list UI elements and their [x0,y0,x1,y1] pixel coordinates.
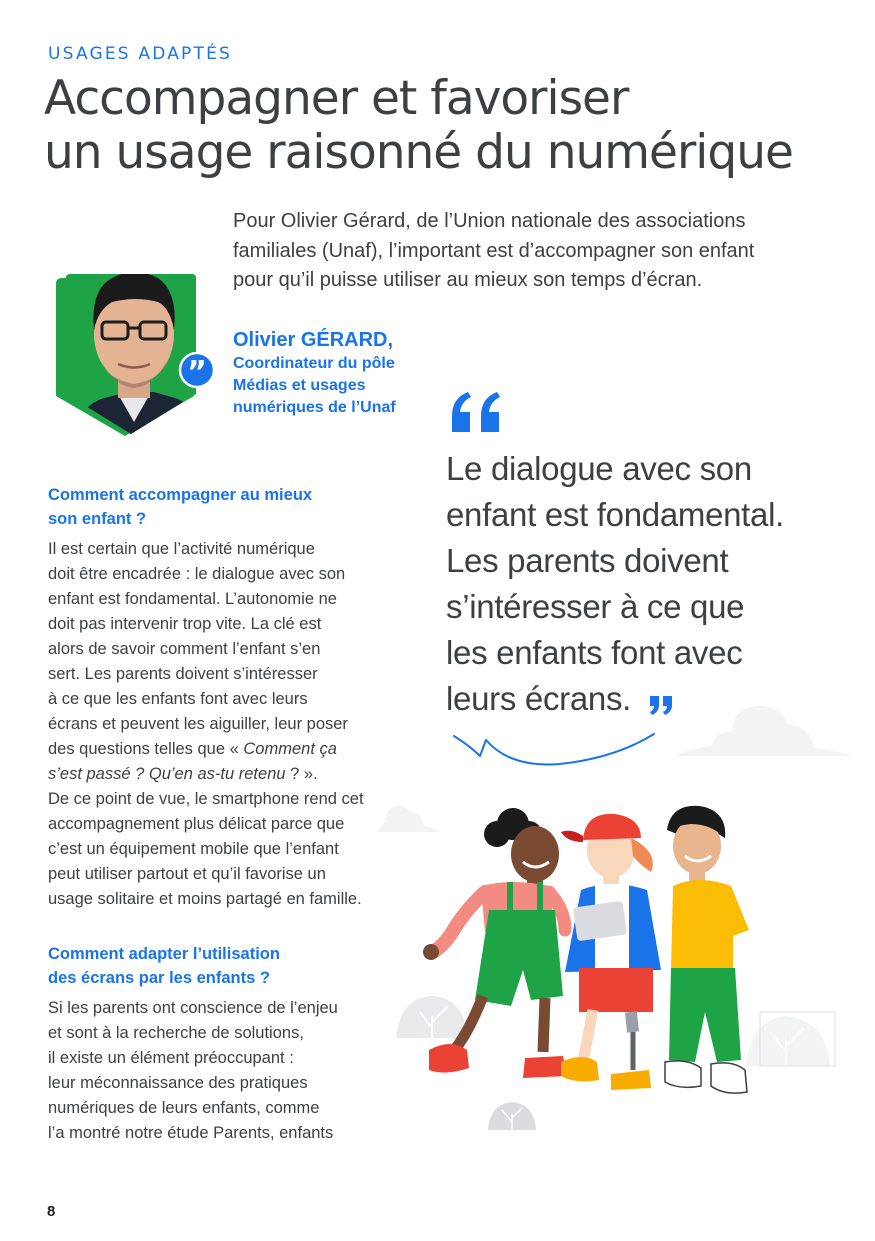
section-heading-line: Comment adapter l’utilisation [48,945,280,963]
page-title-line: Accompagner et favoriser [44,71,629,126]
author-portrait [54,254,214,439]
body-line: Si les parents ont conscience de l’enjeu [48,999,338,1017]
intro-paragraph [233,207,833,296]
body-line: numériques de leurs enfants, comme [48,1099,320,1117]
body-line: l’a montré notre étude Parents, enfants [48,1124,334,1142]
body-line [48,762,408,787]
body-line: c’est un équipement mobile que l’enfant [48,840,339,858]
body-line: enfant est fondamental. L’autonomie ne [48,590,337,608]
section-heading-line: Comment accompagner au mieux [48,486,313,504]
section-heading [48,942,378,990]
body-text-run: des questions telles que « [48,740,244,758]
body-line: Il est certain que l’activité numérique [48,540,315,558]
body-text-run: ? ». [285,765,318,783]
author-caption [233,328,433,419]
page-title [44,72,844,180]
body-line: peut utiliser partout et qu’il favorise un [48,865,326,883]
author-name: Olivier GÉRARD, [233,329,394,351]
pull-quote-line: Le dialogue avec son [446,450,752,487]
body-line: à ce que les enfants font avec leurs [48,690,308,708]
body-line: accompagnement plus délicat parce que [48,815,345,833]
pull-quote-line: Les parents doivent [446,542,729,579]
body-line: et sont à la recherche de solutions, [48,1024,304,1042]
body-line: usage solitaire et moins partagé en famille. [48,890,362,908]
section-heading-line: des écrans par les enfants ? [48,969,270,987]
body-line: doit être encadrée : le dialogue avec son [48,565,346,583]
body-line: écrans et peuvent les aiguiller, leur poser [48,715,348,733]
page-title-line: un usage raisonné du numérique [44,125,793,180]
girl-green-overalls [423,808,567,1078]
body-line: De ce point de vue, le smartphone rend cet [48,790,364,808]
open-quote-icon [448,390,506,434]
body-italic-run: s’est passé ? Qu’en as-tu retenu [48,765,286,783]
author-role-line: Médias et usages [233,377,366,394]
body-line [48,737,408,762]
close-quote-icon [648,694,674,716]
author-role [233,353,433,419]
kid-yellow-shirt [665,806,749,1093]
intro-line: familiales (Unaf), l’important est d’accompagner son enfant [233,239,755,262]
kid-red-cap [561,814,661,1090]
intro-line: pour qu’il puisse utiliser au mieux son temps d’écran. [233,269,703,291]
pull-quote-line: s’intéresser à ce que [446,588,745,625]
section-label: USAGES ADAPTÉS [48,44,233,64]
svg-text:”: ” [187,355,207,390]
body-line: il existe un élément préoccupant : [48,1049,294,1067]
body-line: sert. Les parents doivent s’intéresser [48,665,318,683]
author-role-line: numériques de l’Unaf [233,399,396,416]
pull-quote-line: leurs écrans. [446,680,632,717]
section-body [48,537,408,912]
body-line: doit pas intervenir trop vite. La clé est [48,615,322,633]
pull-quote-line: enfant est fondamental. [446,496,785,533]
children-illustration [415,800,760,1105]
pull-quote-line: les enfants font avec [446,634,743,671]
squiggle-decoration [450,728,660,770]
author-role-line: Coordinateur du pôle [233,355,395,372]
section-heading [48,483,378,531]
section-heading-line: son enfant ? [48,510,147,528]
page-number: 8 [47,1203,56,1220]
intro-line: Pour Olivier Gérard, de l’Union nationale des associations [233,210,746,232]
cloud-icon [672,700,857,760]
body-line: leur méconnaissance des pratiques [48,1074,308,1092]
section-body [48,996,408,1146]
pull-quote [446,446,836,722]
body-italic-run: Comment ça [243,740,337,758]
body-line: alors de savoir comment l’enfant s’en [48,640,321,658]
